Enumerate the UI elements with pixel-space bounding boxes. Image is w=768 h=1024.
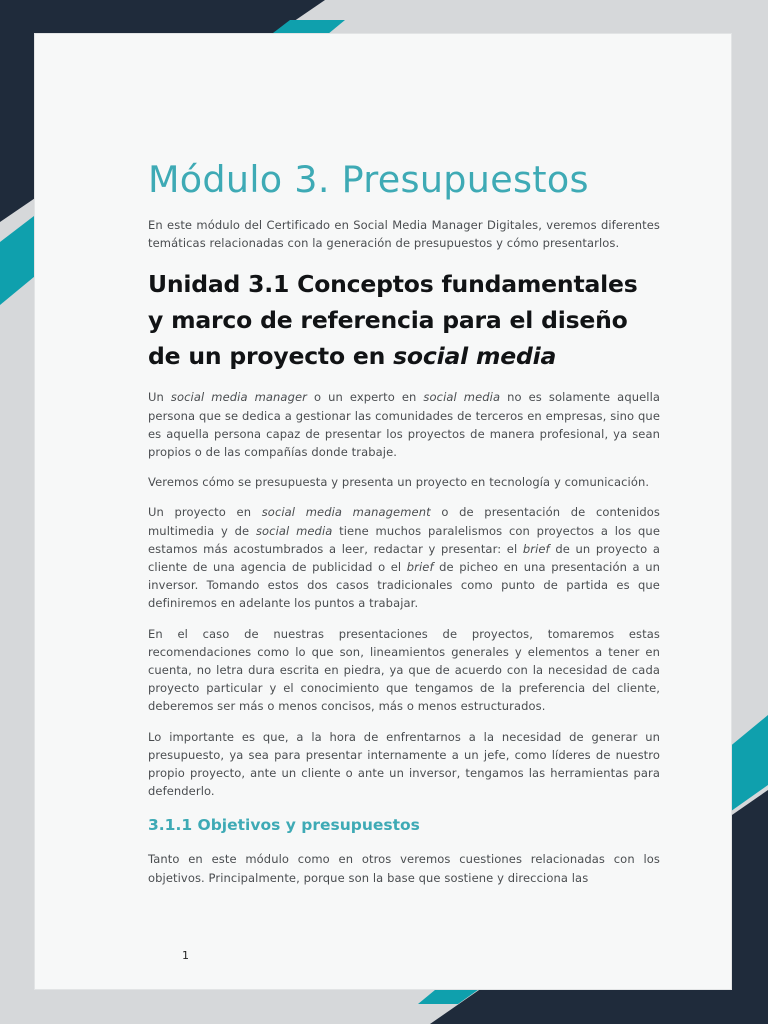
italic-run: social media management — [261, 505, 431, 520]
text-run: Un — [148, 390, 171, 405]
unit-title-text: Unidad 3.1 Conceptos fundamentales y marco de referencia para el diseño de un proyecto en — [148, 270, 638, 371]
paragraph-objetivos: Tanto en este módulo como en otros veremos cuestiones relacionadas con los objetivos. Principalmente, porque son la base que sostiene y direcciona las — [148, 852, 660, 885]
unit-title — [148, 266, 660, 374]
page-content — [148, 150, 660, 887]
text-run: de picheo en una presentación a un inversor. Tomando estos dos casos tradicionales como punto de partida es que definiremos en adelante los puntos a trabajar. — [148, 560, 660, 611]
text-run: o un experto en — [306, 390, 424, 405]
page-number: 1 — [182, 949, 189, 962]
text-run: de un proyecto a cliente de una agencia de publicidad o el — [148, 541, 660, 575]
italic-run: social media — [255, 523, 333, 538]
text-run: Un proyecto en — [148, 505, 262, 520]
italic-run: social media — [423, 390, 501, 405]
text-run: no es solamente aquella persona que se dedica a gestionar las comunidades de terceros en empresas, sino que es aquella persona capaz de presentar los proyectos de manera profesional, ya sean propios o de las compañías donde trabaje. — [148, 390, 661, 460]
italic-run: social media manager — [170, 390, 307, 405]
italic-run: brief — [522, 541, 550, 556]
italic-run: brief — [406, 560, 434, 575]
module-title: Módulo 3. Presupuestos — [148, 158, 589, 201]
unit-title-italic: social media — [393, 342, 557, 371]
paragraph-presentaciones: En el caso de nuestras presentaciones de proyectos, tomaremos estas recomendaciones como lo que son, lineamientos generales y elementos a tener en cuenta, no letra dura escrita en piedra, ya que de acuerdo con la necesidad de cada proyecto particular y el conocimiento que tengamos de la preferencia del cliente, deberemos ser más o menos concisos, más o menos estructurados. — [148, 626, 660, 714]
paragraph-presupuesta: Veremos cómo se presupuesta y presenta un proyecto en tecnología y comunicación. — [148, 475, 650, 490]
paragraph-proyecto-social-media — [148, 503, 660, 612]
paragraph-social-media-manager — [148, 388, 660, 461]
paragraph-lo-importante: Lo importante es que, a la hora de enfrentarnos a la necesidad de generar un presupuesto, ya sea para presentar internamente a un jefe, como líderes de nuestro propio proyecto, ante un cliente o ante un inversor, tengamos las herramientas para defenderlo. — [148, 729, 660, 799]
text-run: o de presentación de contenidos multimedia y de — [148, 505, 660, 538]
intro-paragraph: En este módulo del Certificado en Social Media Manager Digitales, veremos diferentes temáticas relacionadas con la generación de presupuestos y cómo presentarlos. — [148, 218, 660, 251]
section-title: 3.1.1 Objetivos y presupuestos — [148, 816, 420, 835]
text-run: tiene muchos paralelismos con proyectos a los que estamos más acostumbrados a leer, redactar y presentar: el — [148, 523, 660, 556]
